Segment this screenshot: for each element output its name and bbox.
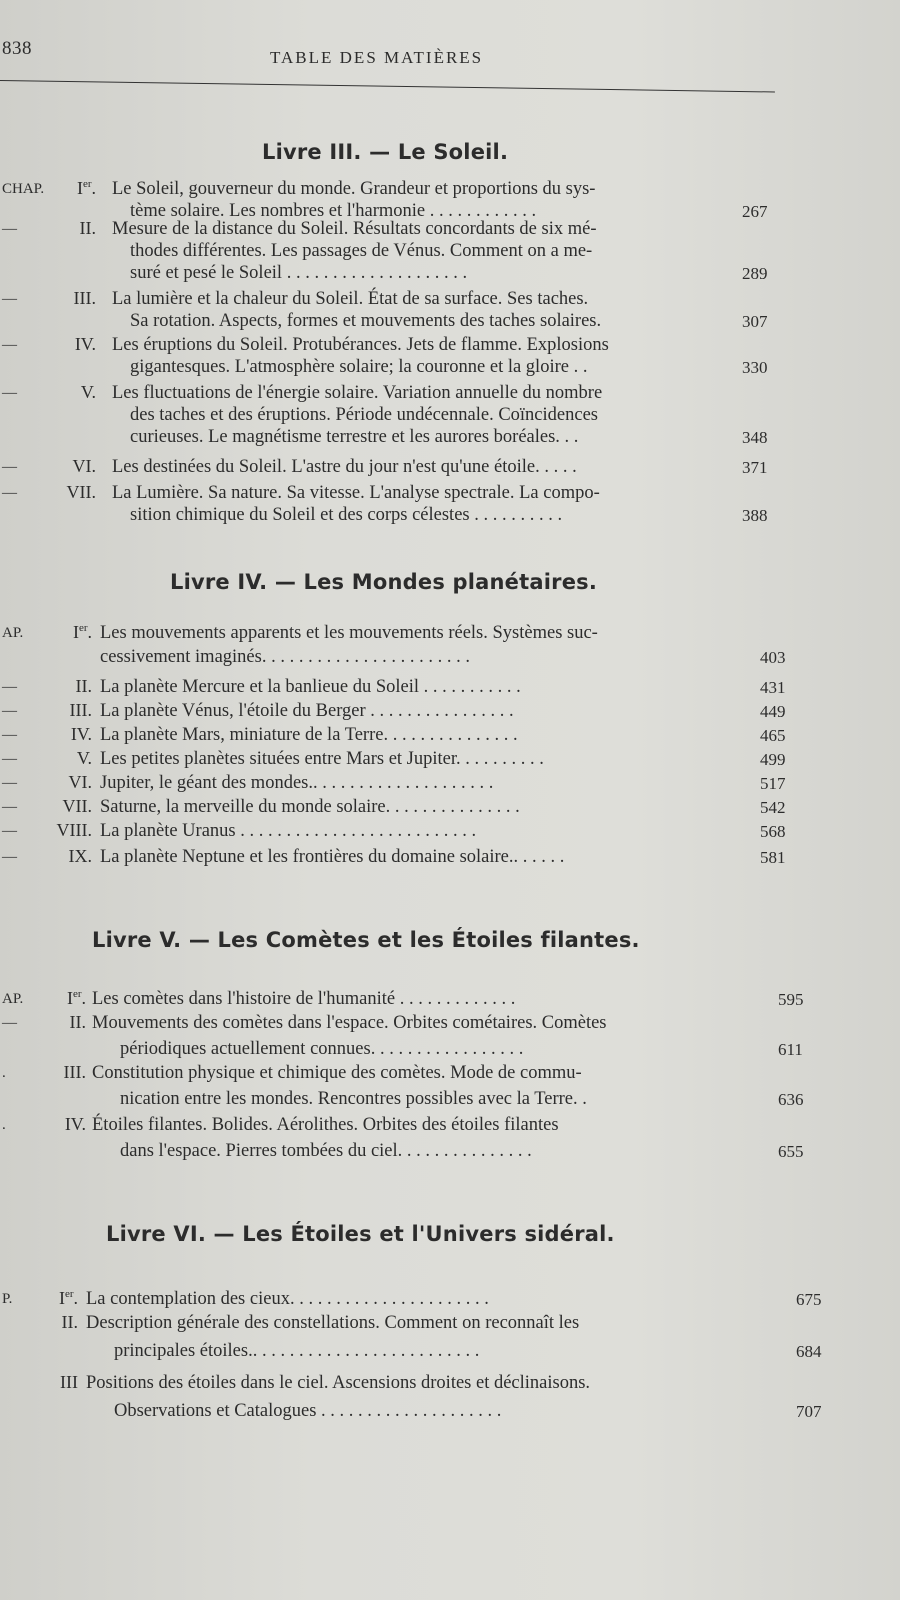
page-reference: 431 (760, 678, 786, 697)
chapter-number-text: III. (69, 700, 92, 720)
chapter-lead: P. (2, 1291, 13, 1307)
chapter-number-text: I (58, 1288, 65, 1308)
page-reference: 330 (742, 358, 768, 377)
chapter-lead: — (2, 823, 17, 839)
chapter-number-text: V. (76, 748, 92, 768)
chapter-lead: — (2, 385, 17, 401)
chapter-lead: — (2, 1015, 17, 1031)
chapter-title-line: Les petites planètes situées entre Mars et Jupiter. . . . . . . . . . (100, 749, 544, 769)
chapter-title-line: thodes différentes. Les passages de Vénus. Comment on a me- (130, 241, 593, 261)
chapter-title-line: curieuses. Le magnétisme terrestre et les aurores boréales. . . (130, 427, 579, 447)
chapter-number-text: VII. (62, 796, 92, 816)
chapter-title-line: gigantesques. L'atmosphère solaire; la couronne et la gloire . . (130, 357, 588, 377)
chapter-title-line: Observations et Catalogues . . . . . . . . . . . . . . . . . . . . (114, 1401, 502, 1421)
chapter-title-line: Les comètes dans l'histoire de l'humanité . . . . . . . . . . . . . (92, 989, 516, 1009)
chapter-number-text: I (76, 178, 83, 198)
chapter-number (32, 748, 92, 769)
chapter-number-text: V. (80, 382, 96, 402)
page-reference: 348 (742, 428, 768, 447)
chapter-title-line: La contemplation des cieux. . . . . . . . . . . . . . . . . . . . . . (86, 1289, 489, 1309)
chapter-title-line: des taches et des éruptions. Période undécennale. Coïncidences (130, 405, 598, 425)
chapter-lead: — (2, 485, 17, 501)
chapter-number-text: I (66, 988, 73, 1008)
chapter-number-sup: er (64, 1288, 74, 1300)
page-reference: 595 (778, 990, 804, 1009)
chapter-title-line: Jupiter, le géant des mondes.. . . . . . . . . . . . . . . . . . . . (100, 773, 494, 793)
chapter-title-line: Sa rotation. Aspects, formes et mouvements des taches solaires. (130, 311, 602, 331)
chapter-title-line: Description générale des constellations. Comment on reconnaît les (86, 1313, 580, 1333)
chapter-title-line: dans l'espace. Pierres tombées du ciel. . . . . . . . . . . . . . . (120, 1141, 532, 1161)
chapter-lead: — (2, 849, 17, 865)
chapter-lead: AP. (2, 991, 24, 1007)
page-number: 838 (2, 38, 32, 59)
chapter-number (36, 334, 96, 355)
chapter-lead: CHAP. (2, 181, 45, 197)
chapter-number (36, 288, 96, 309)
chapter-number (32, 676, 92, 697)
chapter-title-line: La planète Uranus . . . . . . . . . . . . . . . . . . . . . . . . . . (100, 821, 477, 841)
chapter-title-line: Saturne, la merveille du monde solaire. . . . . . . . . . . . . . . (100, 797, 520, 817)
page-reference: 307 (742, 312, 768, 331)
chapter-number (32, 820, 92, 841)
chapter-number-text: IX. (68, 846, 92, 866)
chapter-number (32, 796, 92, 817)
chapter-title-line: Les fluctuations de l'énergie solaire. Variation annuelle du nombre (112, 383, 603, 403)
chapter-title-line: Mesure de la distance du Soleil. Résultats concordants de six mé- (112, 219, 597, 239)
page-reference: 568 (760, 822, 786, 841)
chapter-number: Ier. (58, 1288, 78, 1308)
chapter-title-line: Le Soleil, gouverneur du monde. Grandeur et proportions du sys- (112, 179, 596, 199)
chapter-lead: . (2, 1065, 6, 1081)
chapter-title-line: tème solaire. Les nombres et l'harmonie . . . . . . . . . . . . (130, 201, 537, 221)
chapter-number-text: III (60, 1372, 78, 1392)
chapter-number (26, 1062, 86, 1083)
chapter-number: Ier. (66, 988, 86, 1008)
chapter-lead: — (2, 751, 17, 767)
chapter-number-text: III. (63, 1062, 86, 1082)
page-reference: 684 (796, 1342, 822, 1361)
chapter-number (32, 724, 92, 745)
chapter-number (32, 772, 92, 793)
running-head: TABLE DES MATIÈRES (270, 48, 484, 67)
page-reference: 675 (796, 1290, 822, 1309)
chapter-lead: — (2, 459, 17, 475)
page-reference: 371 (742, 458, 768, 477)
chapter-number-sup: er (78, 622, 88, 634)
chapter-number-text: IV. (74, 334, 96, 354)
page-reference: 449 (760, 702, 786, 721)
chapter-title-line: La planète Mars, miniature de la Terre. . . . . . . . . . . . . . . (100, 725, 518, 745)
chapter-number (36, 218, 96, 239)
page-reference: 267 (742, 202, 768, 221)
chapter-title-line: sition chimique du Soleil et des corps célestes . . . . . . . . . . (130, 505, 563, 525)
page-reference: 517 (760, 774, 786, 793)
page-reference: 465 (760, 726, 786, 745)
chapter-lead: . (2, 1117, 6, 1133)
page-reference: 388 (742, 506, 768, 525)
chapter-title-line: suré et pesé le Soleil . . . . . . . . . . . . . . . . . . . . (130, 263, 468, 283)
chapter-lead: — (2, 337, 17, 353)
chapter-title-line: cessivement imaginés. . . . . . . . . . . . . . . . . . . . . . . (100, 647, 470, 667)
chapter-number-text: II. (79, 218, 96, 238)
page-reference: 636 (778, 1090, 804, 1109)
chapter-title-line: nication entre les mondes. Rencontres possibles avec la Terre. . (120, 1089, 587, 1109)
chapter-lead: — (2, 679, 17, 695)
page-reference: 707 (796, 1402, 822, 1421)
chapter-number-text: VI. (72, 456, 96, 476)
page-reference: 581 (760, 848, 786, 867)
chapter-title-line: principales étoiles.. . . . . . . . . . . . . . . . . . . . . . . . . (114, 1341, 480, 1361)
chapter-lead: — (2, 703, 17, 719)
page-reference: 542 (760, 798, 786, 817)
chapter-number: Ier. (72, 622, 92, 642)
chapter-number-text: VII. (66, 482, 96, 502)
chapter-lead: — (2, 221, 17, 237)
livre-title: Livre VI. — Les Étoiles et l'Univers sidéral. (106, 1222, 615, 1246)
chapter-title-line: Constitution physique et chimique des comètes. Mode de commu- (92, 1063, 582, 1083)
livre-title: Livre V. — Les Comètes et les Étoiles filantes. (92, 928, 640, 952)
chapter-number (18, 1372, 78, 1393)
chapter-number (36, 456, 96, 477)
chapter-number-text: III. (73, 288, 96, 308)
chapter-number (36, 382, 96, 403)
chapter-title-line: Étoiles filantes. Bolides. Aérolithes. Orbites des étoiles filantes (92, 1115, 559, 1135)
chapter-lead: AP. (2, 625, 24, 641)
chapter-lead: — (2, 727, 17, 743)
chapter-lead: — (2, 291, 17, 307)
chapter-number (18, 1312, 78, 1333)
chapter-number-text: II. (69, 1012, 86, 1032)
chapter-lead: — (2, 775, 17, 791)
header-rule (0, 80, 775, 92)
chapter-title-line: La planète Neptune et les frontières du domaine solaire.. . . . . . (100, 847, 565, 867)
page-reference: 289 (742, 264, 768, 283)
chapter-number (36, 482, 96, 503)
chapter-number (26, 1012, 86, 1033)
page-reference: 655 (778, 1142, 804, 1161)
chapter-lead: — (2, 799, 17, 815)
chapter-number-sup: er (82, 178, 92, 190)
chapter-title-line: périodiques actuellement connues. . . . . . . . . . . . . . . . . (120, 1039, 524, 1059)
chapter-title-line: Positions des étoiles dans le ciel. Ascensions droites et déclinaisons. (86, 1373, 591, 1393)
page-reference: 403 (760, 648, 786, 667)
chapter-number: Ier. (76, 178, 96, 198)
chapter-number (32, 700, 92, 721)
chapter-title-line: Mouvements des comètes dans l'espace. Orbites cométaires. Comètes (92, 1013, 607, 1033)
page-reference: 611 (778, 1040, 803, 1059)
chapter-title-line: Les éruptions du Soleil. Protubérances. Jets de flamme. Explosions (112, 335, 609, 355)
chapter-title-line: La lumière et la chaleur du Soleil. État de sa surface. Ses taches. (112, 289, 589, 309)
chapter-number-text: IV. (64, 1114, 86, 1134)
page-reference: 499 (760, 750, 786, 769)
chapter-number (26, 1114, 86, 1135)
chapter-title-line: La planète Mercure et la banlieue du Soleil . . . . . . . . . . . (100, 677, 521, 697)
chapter-title-line: La Lumière. Sa nature. Sa vitesse. L'analyse spectrale. La compo- (112, 483, 600, 503)
chapter-title-line: La planète Vénus, l'étoile du Berger . . . . . . . . . . . . . . . . (100, 701, 514, 721)
livre-title: Livre IV. — Les Mondes planétaires. (170, 570, 598, 594)
livre-title: Livre III. — Le Soleil. (262, 140, 509, 164)
chapter-number-text: II. (61, 1312, 78, 1332)
chapter-number-text: VI. (68, 772, 92, 792)
chapter-number-text: I (72, 622, 79, 642)
chapter-title-line: Les mouvements apparents et les mouvements réels. Systèmes suc- (100, 623, 598, 643)
chapter-number-text: IV. (70, 724, 92, 744)
chapter-number-sup: er (72, 988, 82, 1000)
chapter-number (32, 846, 92, 867)
chapter-number-text: II. (75, 676, 92, 696)
chapter-title-line: Les destinées du Soleil. L'astre du jour n'est qu'une étoile. . . . . (112, 457, 577, 477)
chapter-number-text: VIII. (56, 820, 92, 840)
